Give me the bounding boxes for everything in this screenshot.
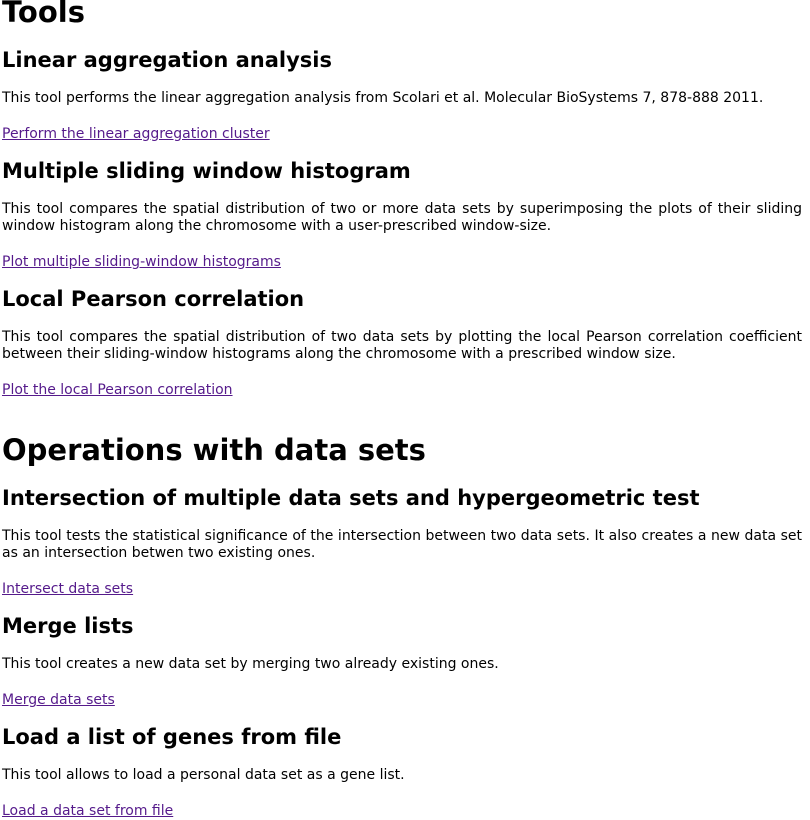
link-perform-linear-aggregation[interactable]: Perform the linear aggregation cluster (2, 126, 270, 142)
tool-title-local-pearson: Local Pearson correlation (2, 287, 305, 311)
tool-title-linear-aggregation: Linear aggregation analysis (2, 48, 332, 72)
section-heading-tools: Tools (2, 0, 85, 29)
section-heading-operations: Operations with data sets (2, 433, 426, 467)
link-load-data-set[interactable]: Load a data set from file (2, 803, 174, 819)
link-plot-sliding-window-histograms[interactable]: Plot multiple sliding-window histograms (2, 254, 281, 270)
tool-description-intersection: This tool tests the statistical significance of the intersection between two data sets. It also creates a new data set as an intersection betwen two existing ones. (2, 528, 802, 561)
tool-title-load-genes: Load a list of genes from file (2, 725, 342, 749)
tool-description-multiple-sliding-window: This tool compares the spatial distribution of two or more data sets by superimposing the plots of their sliding window histogram along the chromosome with a user-prescribed window-size. (2, 201, 802, 234)
tool-title-multiple-sliding-window: Multiple sliding window histogram (2, 159, 411, 183)
tool-description-linear-aggregation: This tool performs the linear aggregation analysis from Scolari et al. Molecular BioSystems 7, 878-888 2011. (2, 90, 764, 106)
tool-title-intersection: Intersection of multiple data sets and hypergeometric test (2, 486, 700, 510)
link-plot-local-pearson[interactable]: Plot the local Pearson correlation (2, 382, 233, 398)
tool-description-merge-lists: This tool creates a new data set by merging two already existing ones. (2, 656, 499, 672)
link-merge-data-sets[interactable]: Merge data sets (2, 692, 115, 708)
tool-title-merge-lists: Merge lists (2, 614, 134, 638)
tool-description-load-genes: This tool allows to load a personal data set as a gene list. (2, 767, 405, 783)
tool-description-local-pearson: This tool compares the spatial distribution of two data sets by plotting the local Pearson correlation coefficient between their sliding-window histograms along the chromosome with a prescribed window size. (2, 329, 802, 362)
link-intersect-data-sets[interactable]: Intersect data sets (2, 581, 134, 597)
